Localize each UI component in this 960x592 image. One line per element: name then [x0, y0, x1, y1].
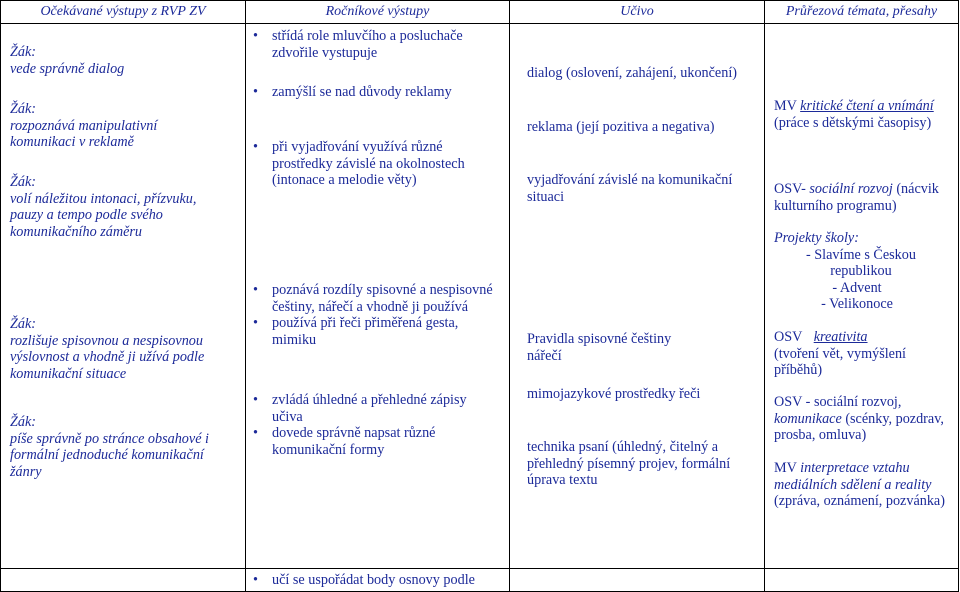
curriculum-nonverbal: mimojazykové prostředky řeči	[527, 386, 701, 402]
list-item: • zamýšlí se nad důvody reklamy	[246, 84, 499, 101]
outcome-label: Žák:	[10, 316, 37, 332]
cross-curricular-cell	[765, 24, 959, 569]
outcome-pronunciation	[10, 316, 231, 382]
outcome-text: píše správně po stránce obsahové i formální jednoduché komunikační žánry	[10, 430, 209, 480]
footer-cell-1	[1, 569, 246, 592]
topic-osv-social	[774, 181, 954, 214]
topic-note: (scénky, pozdrav, prosba, omluva)	[774, 410, 944, 444]
topic-code: MV	[774, 98, 797, 114]
topic-osv-communication	[774, 394, 954, 444]
content-row	[1, 24, 959, 569]
curriculum-dialect-text: nářečí	[527, 347, 562, 364]
list-item: • střídá role mluvčího a posluchače zdvořile vystupuje	[246, 28, 499, 61]
curriculum-cell	[510, 24, 765, 569]
grade-outcome-list-5	[246, 392, 497, 458]
topic-name: kreativita	[813, 329, 868, 345]
curriculum-rules	[527, 331, 760, 364]
header-expected-outcomes: Očekávané výstupy z RVP ZV	[1, 1, 246, 24]
topic-code: MV	[774, 460, 797, 476]
list-item: • učí se uspořádat body osnovy podle	[246, 572, 509, 589]
outcome-text: vede správně dialog	[10, 60, 125, 77]
outcome-dialog	[10, 44, 239, 77]
grade-outcome-list-4	[246, 282, 501, 348]
topic-code: OSV-	[774, 181, 806, 197]
grade-outcome-list-2	[246, 84, 499, 101]
curriculum-advertising: reklama (její pozitiva a negativa)	[527, 119, 715, 135]
grade-outcome-list-3	[246, 139, 489, 189]
footer-outcome-list	[246, 569, 509, 589]
project-item: - Advent	[832, 279, 882, 296]
outcome-text: rozpoznává manipulativní komunikaci v reklamě	[10, 117, 158, 151]
header-grade-outcomes: Ročníkové výstupy	[246, 1, 510, 24]
topic-name: komunikace	[774, 410, 842, 427]
header-curriculum: Učivo	[510, 1, 765, 24]
topic-name: kritické čtení a vnímání	[800, 98, 934, 114]
outcome-label: Žák:	[10, 44, 37, 60]
topic-note: (tvoření vět, vymýšlení příběhů)	[774, 345, 906, 379]
topic-osv-creativity	[774, 329, 954, 379]
outcome-text: volí náležitou intonaci, přízvuku, pauzy a tempo podle svého komunikačního záměru	[10, 190, 197, 240]
footer-row	[1, 569, 959, 592]
project-item: - Slavíme s Českou republikou	[806, 246, 916, 280]
project-item: - Velikonoce	[821, 296, 893, 313]
outcome-writing	[10, 414, 237, 480]
topic-mv-critical-reading	[774, 98, 954, 131]
curriculum-writing-technique: technika psaní (úhledný, čitelný a přehledný písemný projev, formální úprava textu	[527, 439, 731, 489]
topic-note: (nácvik kulturního programu)	[774, 181, 939, 214]
header-row	[1, 1, 959, 24]
topic-code: OSV - sociální rozvoj,	[774, 394, 902, 410]
list-item: • používá při řeči přiměřená gesta, mimiku	[246, 315, 501, 348]
outcome-text: rozlišuje spisovnou a nespisovnou výslovnost a vhodně ji užívá podle komunikační situace	[10, 332, 205, 382]
topic-note: (práce s dětskými časopisy)	[774, 114, 932, 131]
outcome-label: Žák:	[10, 174, 37, 190]
list-item: • dovede správně napsat různé komunikační formy	[246, 425, 497, 458]
topic-code: OSV	[774, 329, 803, 345]
topic-name: interpretace vztahu mediálních sdělení a reality	[774, 460, 932, 493]
header-cross-curricular: Průřezová témata, přesahy	[765, 1, 959, 24]
outcome-label: Žák:	[10, 101, 37, 117]
curriculum-dialog: dialog (oslovení, zahájení, ukončení)	[527, 65, 737, 81]
list-item: • poznává rozdíly spisovné a nespisovné češtiny, nářečí a vhodně ji používá	[246, 282, 501, 315]
topic-note: (zpráva, oznámení, pozvánka)	[774, 493, 945, 510]
curriculum-rules-text: Pravidla spisovné češtiny	[527, 331, 672, 347]
grade-outcome-list-1	[246, 28, 499, 61]
footer-cell-3	[510, 569, 765, 592]
projects-title: Projekty školy:	[774, 230, 859, 246]
outcome-advertising	[10, 101, 205, 151]
topic-name: sociální rozvoj	[809, 181, 893, 197]
topic-mv-media	[774, 460, 954, 510]
expected-outcomes-cell	[1, 24, 246, 569]
footer-cell-2	[246, 569, 510, 592]
list-item: • při vyjadřování využívá různé prostředky závislé na okolnostech (intonace a melodie věty)	[246, 139, 489, 189]
outcome-intonation	[10, 174, 225, 240]
list-item: • zvládá úhledné a přehledné zápisy učiva	[246, 392, 497, 425]
grade-outcomes-cell	[246, 24, 510, 569]
school-projects	[774, 230, 954, 313]
curriculum-situational: vyjadřování závislé na komunikační situaci	[527, 172, 733, 205]
outcome-label: Žák:	[10, 414, 37, 430]
footer-cell-4	[765, 569, 959, 592]
